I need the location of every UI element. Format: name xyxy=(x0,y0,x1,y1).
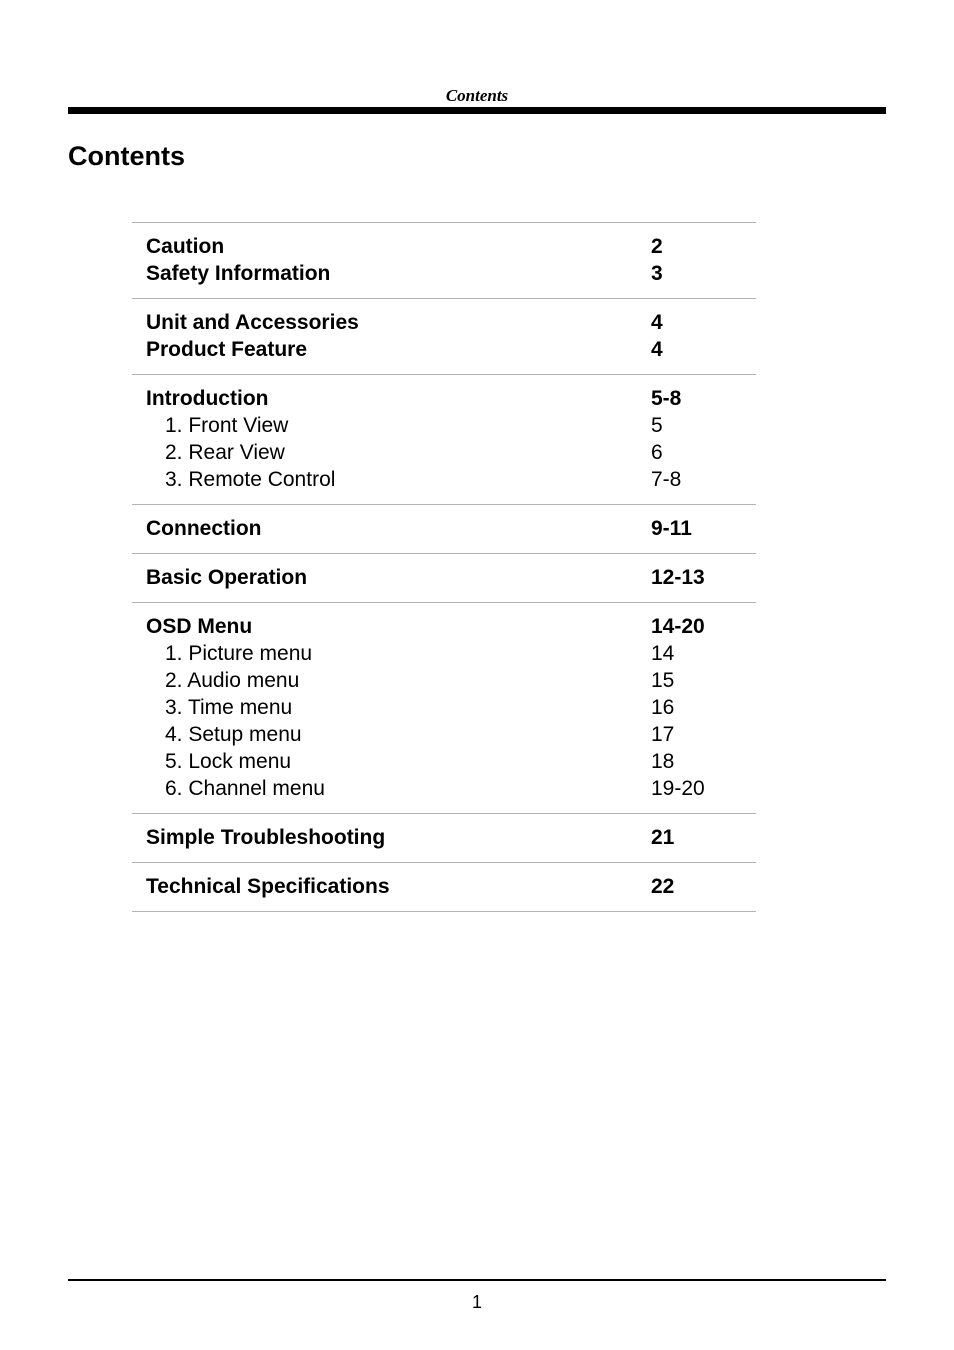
toc-entry-product-feature[interactable] xyxy=(132,336,756,363)
footer-rule xyxy=(68,1279,886,1281)
toc-group-introduction xyxy=(132,375,756,505)
toc-entry-setup-menu[interactable] xyxy=(132,721,756,748)
toc-entry-page: 5 xyxy=(651,414,663,437)
toc-group-front-matter xyxy=(132,223,756,299)
toc-entry-page: 12-13 xyxy=(651,566,705,589)
toc-entry-page: 18 xyxy=(651,750,675,773)
toc-entry-caution[interactable] xyxy=(132,233,756,260)
toc-entry-title: 4. Setup menu xyxy=(165,723,302,746)
toc-entry-title: OSD Menu xyxy=(146,615,253,638)
toc-entry-page: 19-20 xyxy=(651,777,705,800)
toc-entry-connection[interactable] xyxy=(132,515,756,542)
toc-entry-lock-menu[interactable] xyxy=(132,748,756,775)
toc-entry-page: 5-8 xyxy=(651,387,682,410)
toc-entry-title: 2. Rear View xyxy=(165,441,285,464)
toc-group-basic-operation xyxy=(132,554,756,603)
toc-entry-unit-and-accessories[interactable] xyxy=(132,309,756,336)
toc-entry-page: 15 xyxy=(651,669,675,692)
toc-entry-page: 6 xyxy=(651,441,663,464)
toc-entry-title: Product Feature xyxy=(146,338,308,361)
toc-entry-remote-control[interactable] xyxy=(132,466,756,493)
toc-entry-page: 14-20 xyxy=(651,615,705,638)
toc-entry-title: Unit and Accessories xyxy=(146,311,359,334)
toc-entry-title: Caution xyxy=(146,235,225,258)
toc-entry-title: Safety Information xyxy=(146,262,331,285)
toc-entry-page: 22 xyxy=(651,875,675,898)
toc-entry-time-menu[interactable] xyxy=(132,694,756,721)
toc-entry-title: 1. Picture menu xyxy=(165,642,313,665)
toc-entry-title: Connection xyxy=(146,517,262,540)
toc-entry-introduction[interactable] xyxy=(132,385,756,412)
toc-entry-page: 4 xyxy=(651,311,663,334)
toc-entry-page: 2 xyxy=(651,235,663,258)
toc-group-osd-menu xyxy=(132,603,756,814)
toc-entry-front-view[interactable] xyxy=(132,412,756,439)
toc-entry-page: 7-8 xyxy=(651,468,682,491)
toc-entry-title: Technical Specifications xyxy=(146,875,390,898)
toc-entry-page: 4 xyxy=(651,338,663,361)
page-title: Contents xyxy=(68,141,185,171)
toc-entry-page: 16 xyxy=(651,696,675,719)
running-header: Contents xyxy=(445,86,509,105)
toc-entry-title: 1. Front View xyxy=(165,414,289,437)
toc-entry-osd-menu[interactable] xyxy=(132,613,756,640)
toc-entry-simple-troubleshooting[interactable] xyxy=(132,824,756,851)
toc-entry-picture-menu[interactable] xyxy=(132,640,756,667)
page-number: 1 xyxy=(471,1292,482,1312)
toc-entry-channel-menu[interactable] xyxy=(132,775,756,802)
table-of-contents xyxy=(132,222,756,912)
toc-entry-page: 14 xyxy=(651,642,675,665)
toc-entry-rear-view[interactable] xyxy=(132,439,756,466)
header-rule xyxy=(68,107,886,114)
toc-entry-title: 3. Remote Control xyxy=(165,468,336,491)
toc-entry-page: 21 xyxy=(651,826,675,849)
toc-entry-page: 3 xyxy=(651,262,663,285)
toc-entry-title: Basic Operation xyxy=(146,566,308,589)
toc-group-specifications xyxy=(132,863,756,912)
toc-entry-technical-specifications[interactable] xyxy=(132,873,756,900)
toc-entry-title: 5. Lock menu xyxy=(165,750,292,773)
toc-group-unit xyxy=(132,299,756,375)
toc-entry-title: 6. Channel menu xyxy=(165,777,325,800)
toc-entry-title: 2. Audio menu xyxy=(165,669,300,692)
toc-entry-page: 9-11 xyxy=(651,517,692,540)
toc-entry-basic-operation[interactable] xyxy=(132,564,756,591)
toc-entry-title: Simple Troubleshooting xyxy=(146,826,386,849)
toc-group-connection xyxy=(132,505,756,554)
toc-entry-title: Introduction xyxy=(146,387,269,410)
toc-entry-page: 17 xyxy=(651,723,675,746)
toc-entry-audio-menu[interactable] xyxy=(132,667,756,694)
toc-entry-title: 3. Time menu xyxy=(165,696,293,719)
toc-entry-safety-information[interactable] xyxy=(132,260,756,287)
toc-group-troubleshooting xyxy=(132,814,756,863)
